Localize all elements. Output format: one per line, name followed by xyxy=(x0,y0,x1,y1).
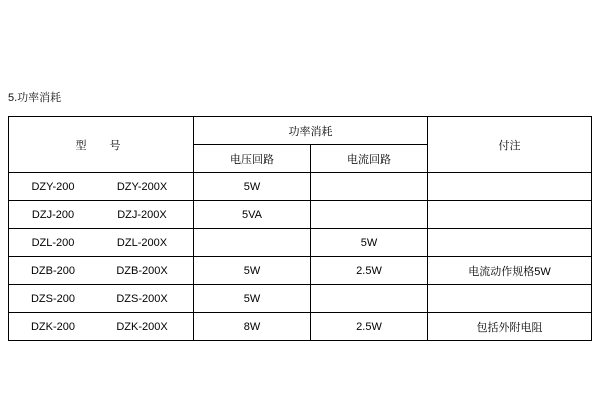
header-power-consumption: 功率消耗 xyxy=(194,117,428,145)
power-consumption-table xyxy=(8,116,592,341)
cell-voltage-circuit: 5VA xyxy=(194,201,311,229)
cell-model xyxy=(9,229,194,257)
table-row xyxy=(9,285,592,313)
cell-note: 电流动作规格5W xyxy=(428,257,592,285)
table-row xyxy=(9,313,592,341)
cell-model-b: DZJ-200X xyxy=(117,208,167,221)
table-row xyxy=(9,201,592,229)
cell-model-b: DZB-200X xyxy=(116,264,168,277)
table-row xyxy=(9,173,592,201)
cell-model xyxy=(9,313,194,341)
cell-note xyxy=(428,173,592,201)
table-row xyxy=(9,229,592,257)
cell-model-a: DZB-200 xyxy=(30,264,76,277)
cell-note: 包括外附电阻 xyxy=(428,313,592,341)
table-row xyxy=(9,257,592,285)
cell-model xyxy=(9,257,194,285)
table-header-row-1 xyxy=(9,117,592,145)
cell-model-b: DZS-200X xyxy=(116,292,168,305)
section-title: 5.功率消耗 xyxy=(8,92,62,104)
cell-model-a: DZK-200 xyxy=(30,320,76,333)
power-consumption-table-container xyxy=(8,116,591,341)
cell-model-b: DZL-200X xyxy=(116,236,168,249)
cell-note xyxy=(428,285,592,313)
cell-voltage-circuit xyxy=(194,229,311,257)
cell-model-a: DZJ-200 xyxy=(31,208,75,221)
header-note: 付注 xyxy=(428,117,592,173)
header-current-circuit: 电流回路 xyxy=(311,145,428,173)
cell-voltage-circuit: 5W xyxy=(194,173,311,201)
cell-note xyxy=(428,229,592,257)
header-voltage-circuit: 电压回路 xyxy=(194,145,311,173)
cell-model xyxy=(9,285,194,313)
cell-current-circuit xyxy=(311,285,428,313)
cell-model xyxy=(9,173,194,201)
cell-note xyxy=(428,201,592,229)
cell-model-b: DZY-200X xyxy=(116,180,168,193)
cell-voltage-circuit: 5W xyxy=(194,285,311,313)
cell-voltage-circuit: 5W xyxy=(194,257,311,285)
cell-model-a: DZY-200 xyxy=(31,180,75,193)
cell-current-circuit: 5W xyxy=(311,229,428,257)
table-body xyxy=(9,173,592,341)
cell-current-circuit xyxy=(311,173,428,201)
header-model: 型 号 xyxy=(9,117,194,173)
cell-current-circuit: 2.5W xyxy=(311,313,428,341)
cell-model-a: DZL-200 xyxy=(31,236,75,249)
cell-model-a: DZS-200 xyxy=(30,292,76,305)
cell-model-b: DZK-200X xyxy=(116,320,168,333)
cell-voltage-circuit: 8W xyxy=(194,313,311,341)
cell-current-circuit: 2.5W xyxy=(311,257,428,285)
cell-model xyxy=(9,201,194,229)
cell-current-circuit xyxy=(311,201,428,229)
table-header xyxy=(9,117,592,173)
